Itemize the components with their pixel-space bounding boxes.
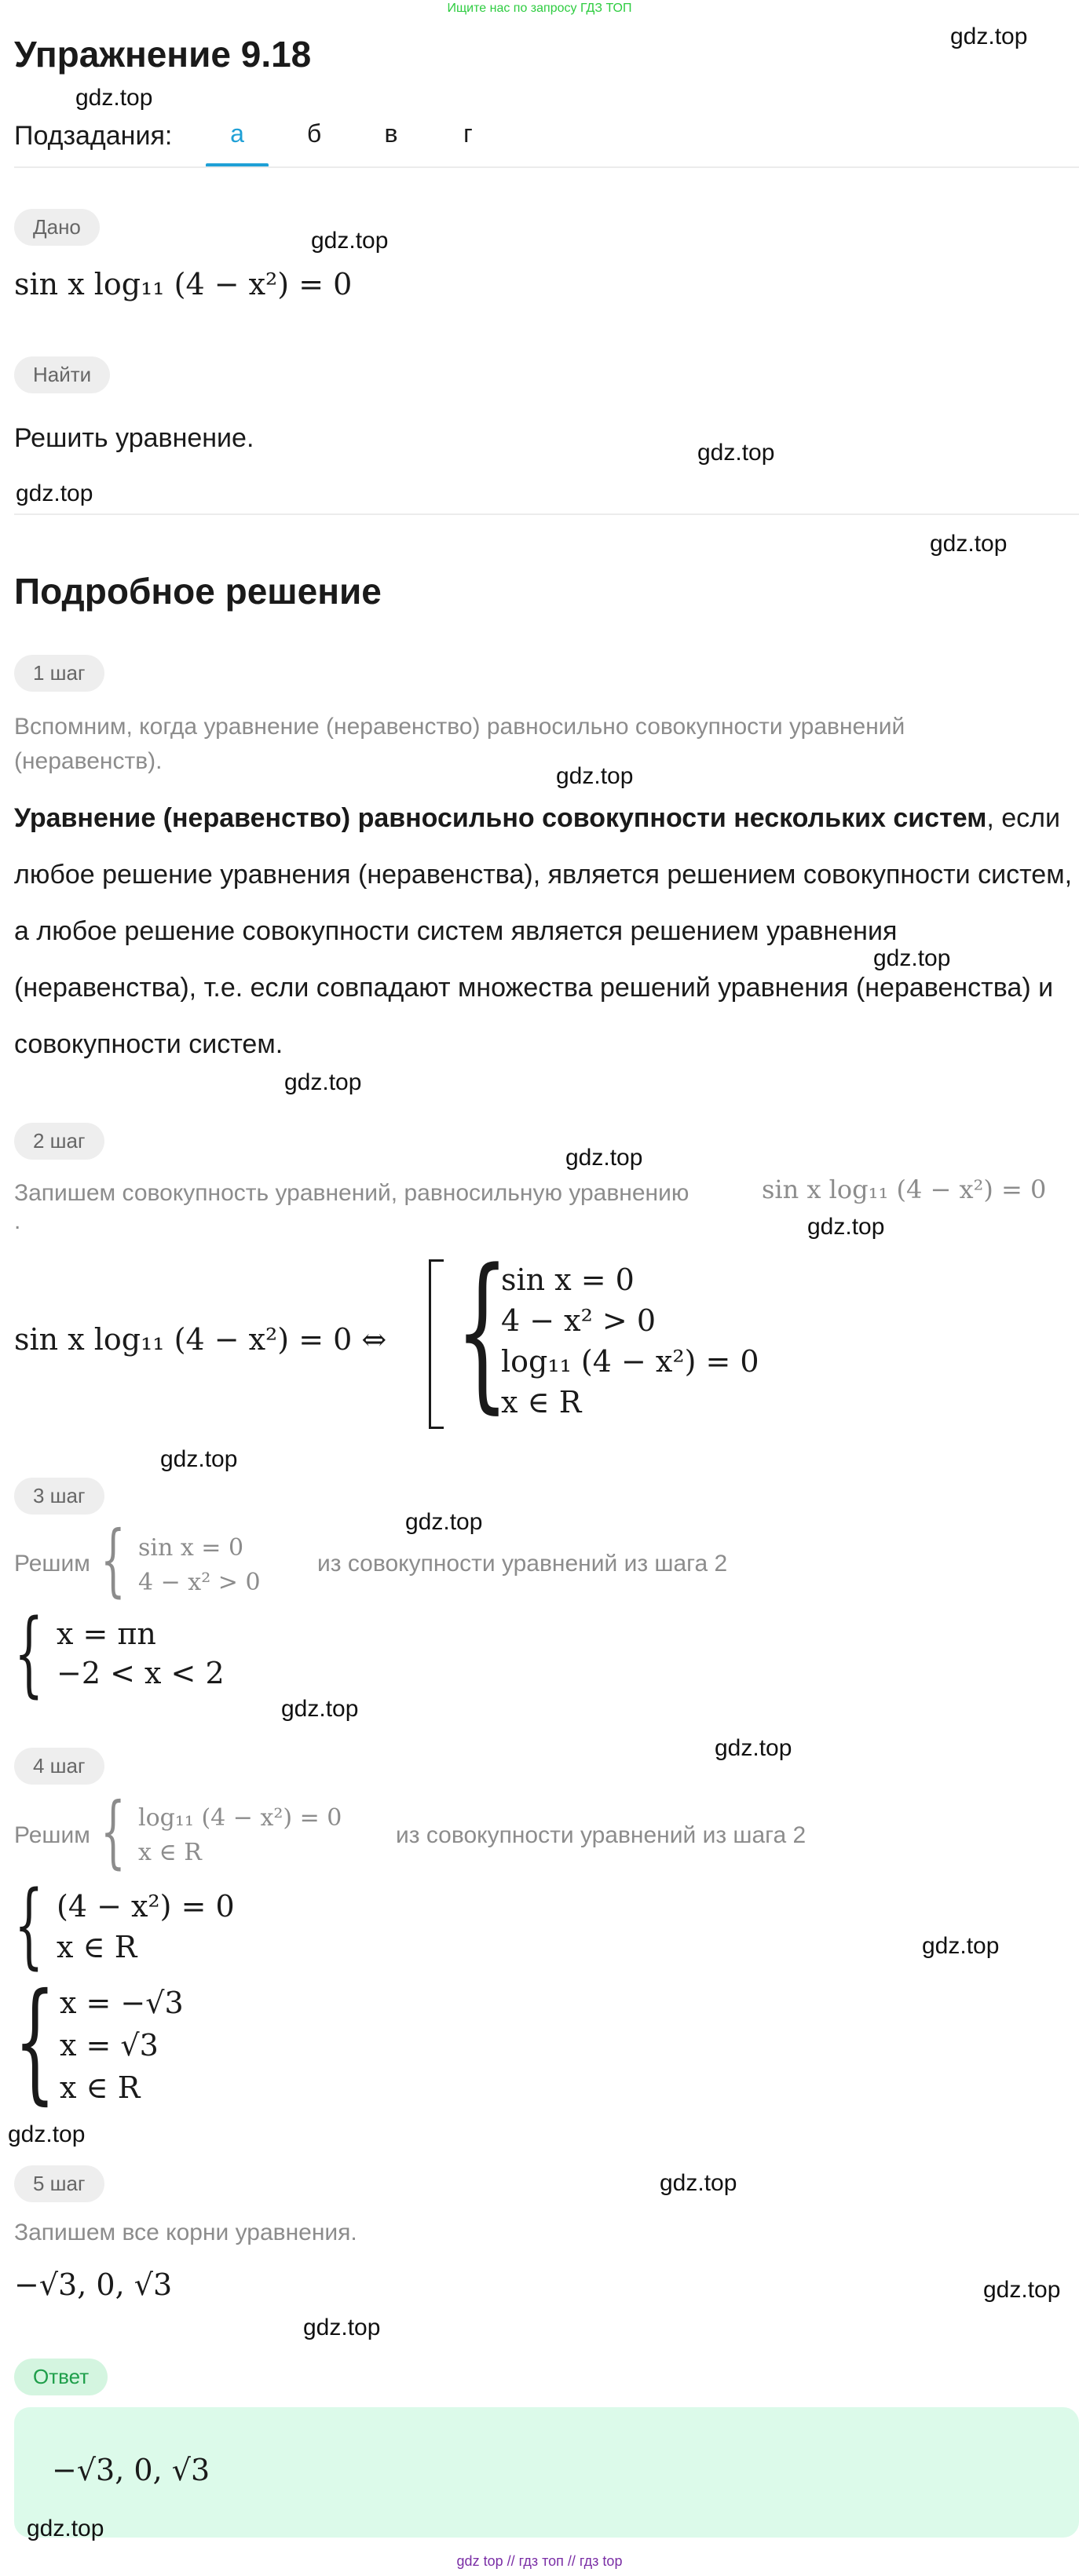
given-chip: Дано: [14, 209, 100, 246]
step3-note-suffix: из совокупности уравнений из шага 2: [317, 1551, 728, 1577]
step2-note: Запишем совокупность уравнений, равносильную уравнению: [14, 1180, 689, 1206]
step5-note: Запишем все корни уравнения.: [14, 2220, 357, 2245]
system-line: sin x = 0: [138, 1534, 244, 1562]
step5-chip: 5 шаг: [14, 2165, 104, 2202]
system-line: log₁₁ (4 − x²) = 0: [501, 1344, 759, 1379]
step4-chip: 4 шаг: [14, 1748, 104, 1785]
step1-note: Вспомним, когда уравнение (неравенство) равносильно совокупности уравнений (неравенств).: [14, 714, 905, 774]
watermark: gdz.top: [281, 1696, 359, 1722]
watermark: gdz.top: [284, 1069, 362, 1095]
step2-system: [501, 1259, 759, 1423]
find-chip: Найти: [14, 356, 110, 393]
step4-note-suffix: из совокупности уравнений из шага 2: [396, 1822, 807, 1848]
step3-note-system: [138, 1531, 261, 1600]
answer-chip: Ответ: [14, 2359, 108, 2395]
watermark: gdz.top: [660, 2170, 737, 2196]
watermark: gdz.top: [950, 24, 1028, 49]
watermark: gdz.top: [160, 1446, 238, 1472]
answer-value: −√3, 0, √3: [52, 2453, 210, 2487]
system-line: −2 < x < 2: [57, 1656, 225, 1690]
union-bracket: [429, 1259, 444, 1429]
watermark: gdz.top: [697, 440, 775, 466]
system-brace: {: [455, 1233, 510, 1429]
system-line: x ∈ R: [501, 1385, 582, 1420]
system-line: 4 − x² > 0: [501, 1303, 657, 1338]
system-line: (4 − x²) = 0: [57, 1889, 235, 1924]
step4-note-prefix: Решим: [14, 1822, 90, 1848]
divider: [14, 513, 1079, 515]
step2-lhs: sin x log₁₁ (4 − x²) = 0 ⇔: [14, 1322, 387, 1357]
watermark: gdz.top: [75, 85, 153, 111]
step2-note-dot: .: [14, 1208, 21, 1234]
system-line: x ∈ R: [57, 1930, 137, 1964]
tab-a[interactable]: а: [230, 119, 244, 148]
watermark: gdz.top: [807, 1214, 885, 1240]
find-text: Решить уравнение.: [14, 423, 254, 453]
system-line: sin x = 0: [501, 1262, 635, 1297]
page-title: Упражнение 9.18: [14, 34, 312, 75]
divider: [14, 166, 1079, 168]
watermark: gdz.top: [930, 531, 1008, 557]
step1-bold: Уравнение (неравенство) равносильно совокупности нескольких систем: [14, 803, 987, 833]
step5-roots: −√3, 0, √3: [14, 2267, 173, 2302]
step1-body: [14, 790, 1074, 1072]
watermark: gdz.top: [873, 945, 951, 971]
step1-text: , если любое решение уравнения (неравенства), является решением совокупности систем, а любое решение совокупности систем является решением уравнения (неравенства), т.е. если совпадают множества решений уравнения (неравенства) и совокупности систем.: [14, 803, 1073, 1059]
step3-chip: 3 шаг: [14, 1478, 104, 1515]
step3-note-brace: {: [101, 1514, 126, 1606]
watermark: gdz.top: [405, 1509, 483, 1535]
watermark: gdz.top: [8, 2121, 86, 2147]
step3-result: [57, 1614, 225, 1693]
system-line: x ∈ R: [138, 1839, 202, 1866]
system-line: log₁₁ (4 − x²) = 0: [138, 1804, 342, 1832]
watermark: gdz.top: [556, 763, 634, 789]
watermark: gdz.top: [983, 2277, 1061, 2303]
system-line: 4 − x² > 0: [138, 1569, 261, 1596]
step4-result-b-brace: {: [14, 1966, 56, 2117]
step3-result-brace: {: [14, 1599, 44, 1707]
tab-v[interactable]: в: [384, 119, 398, 148]
solution-title: Подробное решение: [14, 571, 382, 612]
watermark: gdz.top: [715, 1735, 792, 1761]
step4-note-brace: {: [101, 1785, 126, 1877]
system-line: x = πn: [57, 1617, 156, 1651]
step4-note-system: [138, 1801, 342, 1870]
step4-result-b: [60, 1982, 184, 2109]
system-line: x = √3: [60, 2028, 159, 2063]
subtasks-label: Подзадания:: [14, 121, 173, 151]
footer-links[interactable]: gdz top // гдз топ // гдз top: [456, 2553, 623, 2569]
system-line: x = −√3: [60, 1986, 184, 2020]
watermark: gdz.top: [565, 1145, 643, 1171]
step2-note-equation: sin x log₁₁ (4 − x²) = 0: [762, 1175, 1047, 1204]
watermark: gdz.top: [27, 2516, 104, 2541]
top-banner[interactable]: Ищите нас по запросу ГДЗ ТОП: [447, 2, 632, 15]
step1-chip: 1 шаг: [14, 655, 104, 692]
watermark: gdz.top: [16, 480, 93, 506]
tab-g[interactable]: г: [463, 119, 473, 148]
watermark: gdz.top: [311, 228, 389, 254]
step4-result-a-brace: {: [14, 1870, 44, 1979]
system-line: x ∈ R: [60, 2070, 141, 2105]
tab-b[interactable]: б: [306, 119, 322, 148]
step2-chip: 2 шаг: [14, 1123, 104, 1160]
watermark: gdz.top: [922, 1933, 1000, 1959]
step4-result-a: [57, 1886, 235, 1968]
step3-note-prefix: Решим: [14, 1551, 90, 1577]
given-equation: sin x log₁₁ (4 − x²) = 0: [14, 267, 353, 301]
watermark: gdz.top: [303, 2315, 381, 2340]
